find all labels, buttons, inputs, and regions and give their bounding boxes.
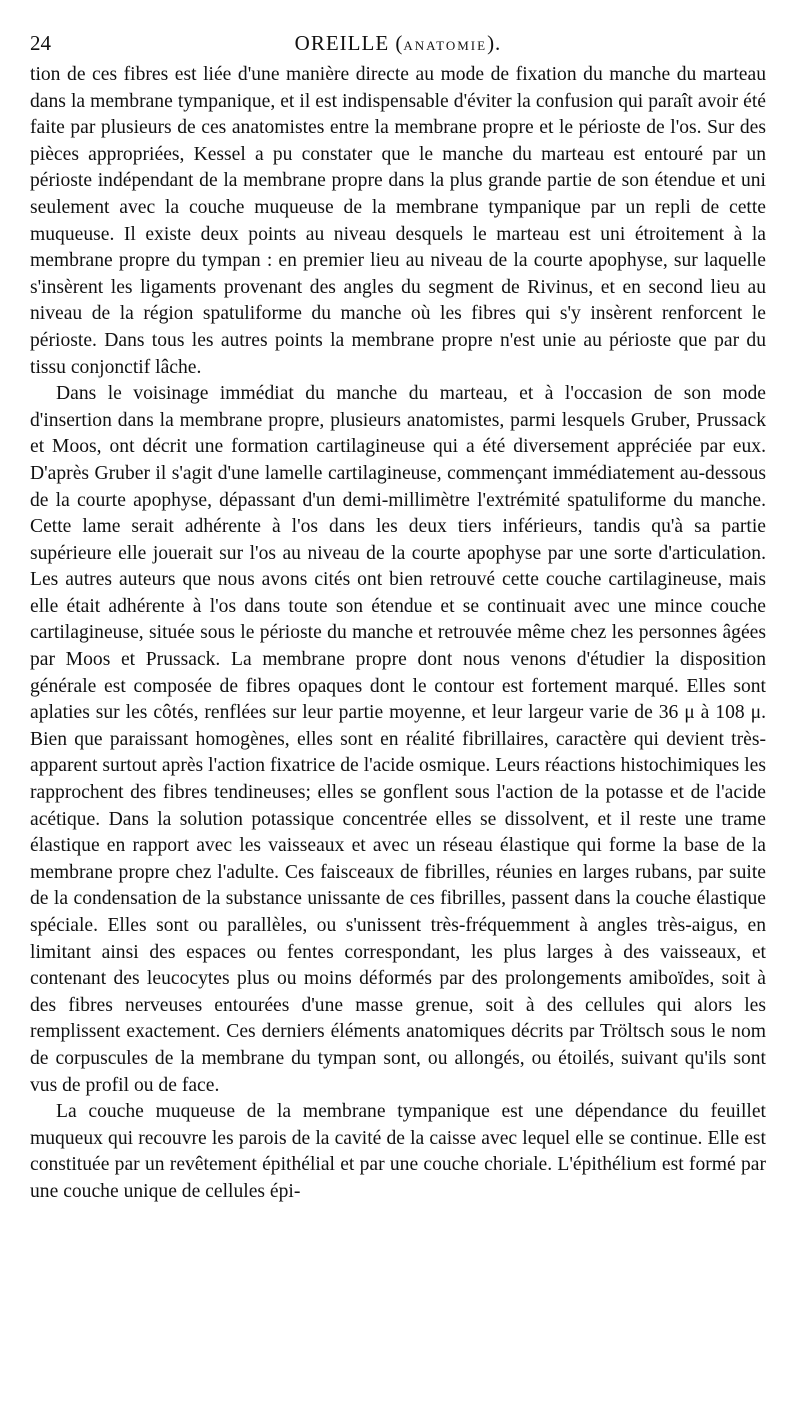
page-header	[30, 26, 766, 60]
paragraph-continued: tion de ces fibres est liée d'une manière directe au mode de fixation du manche du marteau dans la membrane tympanique, et il est indispensable d'éviter la confusion qui paraît avoir été faite par plusieurs de ces anatomistes entre la membrane propre et le périoste de l'os. Sur des pièces appropriées, Kessel a pu constater que le manche du marteau est entouré par un périoste indépendant de la membrane propre dans la plus grande partie de son étendue et uni seulement avec la couche muqueuse de la membrane tympanique par un repli de cette muqueuse. Il existe deux points au niveau desquels le marteau est uni étroitement à la membrane propre du tympan : en premier lieu au niveau de la courte apophyse, sur laquelle s'insèrent les ligaments provenant des angles du segment de Rivinus, et en second lieu au niveau de la région spatuliforme du manche où les fibres qui s'y insèrent renforcent le périoste. Dans tous les autres points la membrane propre n'est unie au périoste que par du tissu conjonctif lâche.	[30, 64, 766, 378]
body-text	[30, 62, 766, 1206]
paragraph-mucous-layer: La couche muqueuse de la membrane tympanique est une dépendance du feuillet muqueux qui recouvre les parois de la cavité de la caisse avec lequel elle se continue. Elle est constituée par un revêtement épithélial et par une couche choriale. L'épithélium est formé par une couche unique de cellules épi-	[30, 1101, 766, 1202]
running-title-open: (	[389, 31, 404, 55]
document-page	[30, 26, 766, 1206]
running-title-close: ).	[487, 31, 502, 55]
running-title	[30, 26, 766, 63]
paragraph-cartilage: Dans le voisinage immédiat du manche du marteau, et à l'occasion de son mode d'insertion dans la membrane propre, plusieurs anatomistes, parmi lesquels Gruber, Prussack et Moos, ont décrit une formation cartilagineuse qui a été diversement appréciée par eux. D'après Gruber il s'agit d'une lamelle cartilagineuse, commençant immédiatement au-dessous de la courte apophyse, dépassant d'un demi-millimètre l'extrémité spatuliforme du manche. Cette lame serait adhérente à l'os dans les deux tiers inférieurs, tandis qu'à sa partie supérieure elle jouerait sur l'os au niveau de la courte apophyse par une sorte d'articulation. Les autres auteurs que nous avons cités ont bien retrouvé cette couche cartilagineuse, mais elle était adhérente à l'os dans toute son étendue et se continuait avec une mince couche cartilagineuse, située sous le périoste du manche et retrouvée même chez les personnes âgées par Moos et Prussack. La membrane propre dont nous venons d'étudier la disposition générale est composée de fibres opaques dont le contour est fortement marqué. Elles sont aplaties sur les côtés, renflées sur leur partie moyenne, et leur largeur varie de 36 μ à 108 μ. Bien que paraissant homogènes, elles sont en réalité fibrillaires, caractère qui devient très-apparent surtout après l'action fixatrice de l'acide osmique. Leurs réactions histochimiques les rapprochent des fibres tendineuses; elles se gonflent sous l'action de la potasse et de l'acide acétique. Dans la solution potassique concentrée elles se dissolvent, et il reste une trame élastique en rapport avec les vaisseaux et avec un réseau élastique qui forme la base de la membrane propre chez l'adulte. Ces faisceaux de fibrilles, réunies en larges rubans, par suite de la condensation de la substance unissante de ces fibrilles, passent dans la couche élastique spéciale. Elles sont ou parallèles, ou s'unissent très-fréquemment à angles très-aigus, en limitant ainsi des espaces ou fentes correspondant, les plus larges à des vaisseaux, et contenant des leucocytes plus ou moins déformés par des prolongements amiboïdes, soit à des fibres nerveuses entourées d'une masse grenue, soit à des cellules qui alors les remplissent exactement. Ces derniers éléments anatomiques décrits par Tröltsch sous le nom de corpuscules de la membrane du tympan sont, ou allongés, ou étoilés, suivant qu'ils sont vus de profil ou de face.	[30, 383, 766, 1096]
page-number: 24	[30, 31, 51, 55]
running-title-subtitle: ANATOMIE	[403, 38, 488, 53]
running-title-main: OREILLE	[294, 31, 390, 55]
